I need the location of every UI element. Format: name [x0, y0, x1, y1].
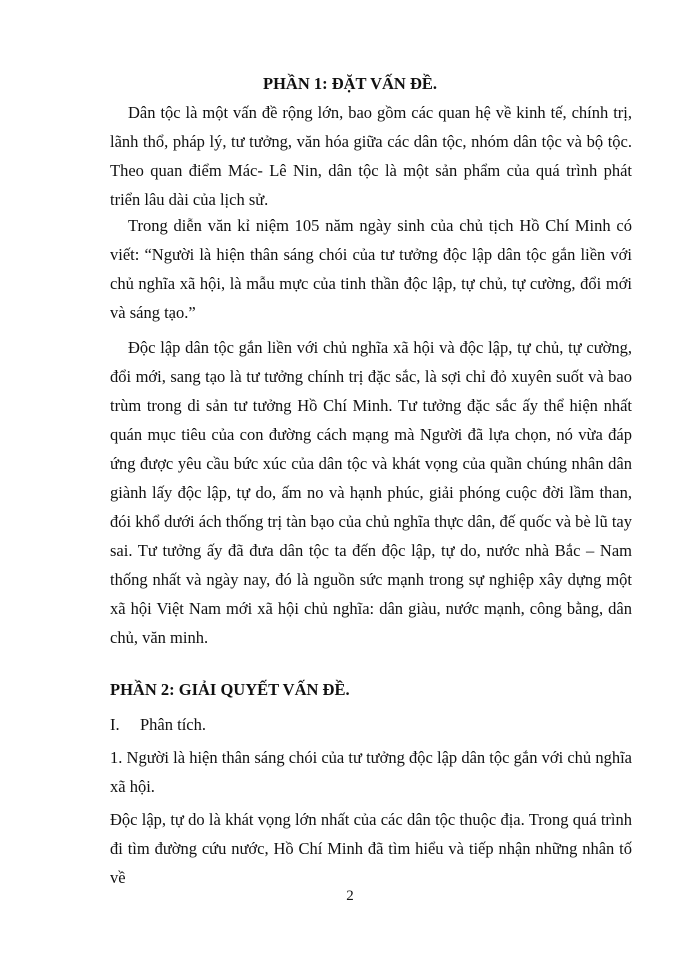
paragraph-freedom: Độc lập, tự do là khát vọng lớn nhất của các dân tộc thuộc địa. Trong quá trình đi tìm đường cứu nước, Hồ Chí Minh đã tìm hiểu và tiếp nhận những nhân tố về [110, 810, 632, 887]
section-number: I. [110, 715, 120, 734]
subheading-1: 1. Người là hiện thân sáng chói của tư tưởng độc lập dân tộc gắn với chủ nghĩa xã hội. [110, 748, 632, 796]
paragraph-independence: Độc lập dân tộc gắn liền với chủ nghĩa xã hội và độc lập, tự chủ, tự cường, đổi mới, sang tạo là tư tưởng chính trị đặc sắc, là sợi chỉ đỏ xuyên suốt và bao trùm trong di sản tư tưởng Hồ Chí Minh. Tư tưởng đặc sắc ấy thể hiện nhất quán mục tiêu của con đường cách mạng mà Người đã lựa chọn, nó vừa đáp ứng được yêu cầu bức xúc của dân tộc và khát vọng của quần chúng nhân dân giành lấy độc lập, tự do, ấm no và hạnh phúc, giải phóng cuộc đời lầm than, đói khổ dưới ách thống trị tàn bạo của chủ nghĩa thực dân, đế quốc và bè lũ tay sai. Tư tưởng ấy đã đưa dân tộc ta đến độc lập, tự do, nước nhà Bắc – Nam thống nhất và ngày nay, đó là nguồn sức mạnh trong sự nghiệp xây dựng một xã hội Việt Nam mới xã hội chủ nghĩa: dân giàu, nước mạnh, công bằng, dân chủ, văn minh. [110, 338, 632, 647]
section-heading [110, 715, 206, 735]
section-title: Phân tích. [140, 715, 206, 734]
part2-heading: PHẦN 2: GIẢI QUYẾT VẤN ĐỀ. [110, 680, 350, 699]
paragraph-ethnicity: Dân tộc là một vấn đề rộng lớn, bao gồm các quan hệ về kinh tế, chính trị, lãnh thổ, pháp lý, tư tưởng, văn hóa giữa các dân tộc, nhóm dân tộc và bộ tộc. Theo quan điểm Mác- Lê Nin, dân tộc là một sản phẩm của quá trình phát triển lâu dài của lịch sử. [110, 103, 632, 209]
paragraph-speech-quote: Trong diễn văn kỉ niệm 105 năm ngày sinh của chủ tịch Hồ Chí Minh có viết: “Người là hiện thân sáng chói của tư tưởng độc lập dân tộc gắn liền với chủ nghĩa xã hội, là mẫu mực của tinh thần độc lập, tự chủ, tự cường, đổi mới và sáng tạo.” [110, 216, 632, 322]
page-number: 2 [346, 888, 354, 904]
part1-heading: PHẦN 1: ĐẶT VẤN ĐỀ. [262, 74, 438, 93]
